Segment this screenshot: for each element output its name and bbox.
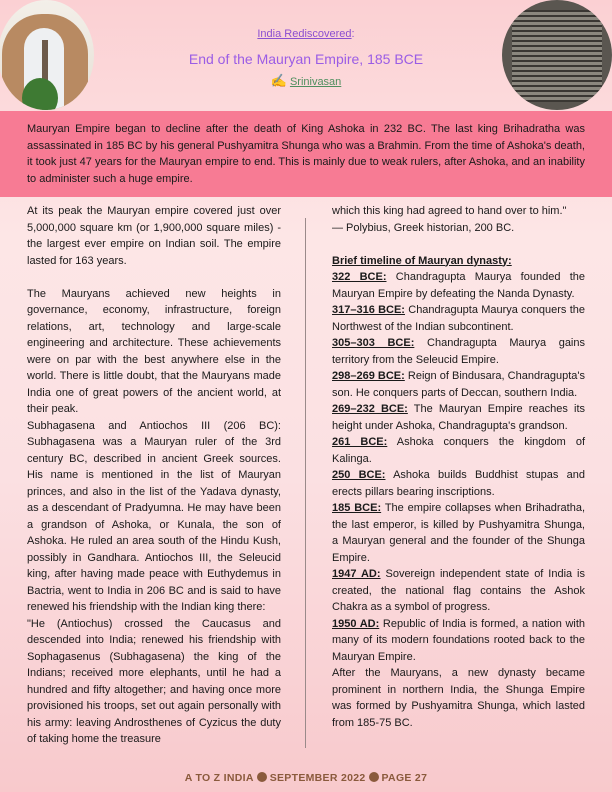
intro-banner: Mauryan Empire began to decline after the death of King Ashoka in 232 BC. The last king Brihadratha was assassinated in 185 BC by his general Pushyamitra Shunga who was a Brahmin. From the time of Ashoka's death, it took just 47 years for the Mauryan empire to end. This is mainly due to weak rulers, after Ashoka, and an inability to administer such a huge empire. <box>0 111 612 197</box>
paragraph: Subhagasena and Antiochos III (206 BC): Subhagasena was a Mauryan ruler of the 3rd century BC, described in ancient Greek sources. His name is mentioned in the list of Mauryan princes, and also in the list of the Yadava dynasty, as a descendant of Pradyumna. He may have been a grandson of Ashoka, or Kunala, the son of Ashoka. He ruled an area south of the Hindu Kush, possibly in Gandhara. Antiochos III, the Seleucid king, after having made peace with Euthydemus in Bactria, went to India in 206 BC and is said to have renewed his friendship with the Indian king there: <box>27 419 281 613</box>
article-title: End of the Mauryan Empire, 185 BCE <box>188 51 424 67</box>
timeline-text: Chandragupta Maurya gains territory from the Seleucid Empire. <box>332 337 585 366</box>
column-divider <box>305 218 306 748</box>
timeline-date: 261 BCE: <box>332 436 388 448</box>
inscription-stone-photo <box>502 0 612 110</box>
tree <box>22 78 58 110</box>
timeline-date: 298–269 BCE: <box>332 370 405 382</box>
timeline-date: 317–316 BCE: <box>332 304 405 316</box>
paragraph: The Mauryans achieved new heights in governance, economy, infrastructure, foreign relations, art, technology and large-scale engineering and architecture. These achievements were on par with the best anywhere else in the world. There is little doubt, that the Mauryans made India one of great powers of the ancient world, at their peak. <box>27 287 281 415</box>
timeline-text: Chandragupta Maurya founded the Mauryan Empire by defeating the Nanda Dynasty. <box>332 271 585 300</box>
byline <box>120 73 492 89</box>
paragraph: At its peak the Mauryan empire covered just over 5,000,000 square km (or 1,900,000 square miles) - the largest ever empire on Indian soil. The empire lasted for 163 years. <box>27 205 281 267</box>
timeline-entry <box>332 467 585 500</box>
timeline-text: Sovereign independent state of India is created, the national flag contains the Ashok Chakra as a symbol of progress. <box>332 568 586 613</box>
series-colon: : <box>351 28 355 40</box>
quote-attribution: — Polybius, Greek historian, 200 BC. <box>332 221 515 234</box>
page-number: PAGE 27 <box>381 772 428 784</box>
timeline-date: 269–232 BCE: <box>332 403 408 415</box>
bullet-dot-icon <box>369 772 379 782</box>
timeline-text: The empire collapses when Brihadratha, the last emperor, is killed by Pushyamitra Shunga, a Mauryan general and the founder of the Shunga Empire. <box>332 502 585 564</box>
quote-end: which this king had agreed to hand over to him." <box>332 205 567 217</box>
timeline-date: 185 BCE: <box>332 502 382 514</box>
timeline-date: 1950 AD: <box>332 617 380 630</box>
timeline-date: 1947 AD: <box>332 568 381 580</box>
timeline-entry <box>332 566 585 616</box>
timeline-entry <box>332 302 585 335</box>
timeline-entry <box>332 434 585 467</box>
timeline-entry <box>332 401 585 434</box>
closing-paragraph: After the Mauryans, a new dynasty became prominent in northern India, the Shunga Empire was formed by Pushyamitra Shunga, which lasted from 185-75 BC. <box>332 667 585 729</box>
article-header <box>120 24 492 89</box>
timeline <box>332 269 585 665</box>
timeline-entry <box>332 335 585 368</box>
timeline-date: 250 BCE: <box>332 469 386 481</box>
timeline-heading: Brief timeline of Mauryan dynasty: <box>332 254 512 267</box>
timeline-date: 322 BCE: <box>332 271 387 283</box>
writing-hand-icon: ✍ <box>270 73 287 88</box>
timeline-text: Reign of Bindusara, Chandragupta's son. He conquers parts of Deccan, southern India. <box>332 370 585 399</box>
timeline-text: Ashoka builds Buddhist stupas and erects pillars bearing inscriptions. <box>332 469 585 498</box>
inscription-stone <box>512 10 602 102</box>
timeline-text: Chandragupta Maurya conquers the Northwest of the Indian subcontinent. <box>332 304 585 333</box>
quote: "He (Antiochus) crossed the Caucasus and descended into India; renewed his friendship with Sophagasenus (Subhagasena) the king of the Indians; received more elephants, until he had a hundred and fifty altogether; and having once more provisioned his troops, set out again personally with his army: leaving Androsthenes of Cyzicus the duty of taking home the treasure <box>27 617 281 745</box>
timeline-entry <box>332 368 585 401</box>
page-footer <box>0 772 612 784</box>
timeline-entry <box>332 500 585 566</box>
timeline-text: Republic of India is formed, a nation with many of its modern foundations rooted back to the Mauryan Empire. <box>332 617 586 663</box>
left-column <box>27 203 281 748</box>
timeline-date: 305–303 BCE: <box>332 337 415 349</box>
iron-pillar-photo <box>0 0 94 110</box>
issue-date: SEPTEMBER 2022 <box>269 772 366 784</box>
timeline-entry <box>332 269 585 302</box>
timeline-text: Ashoka conquers the kingdom of Kalinga. <box>332 436 586 465</box>
author-link[interactable]: Srinivasan <box>289 76 342 88</box>
bullet-dot-icon <box>257 772 267 782</box>
timeline-text: The Mauryan Empire reaches its height under Ashoka, Chandragupta's grandson. <box>332 403 586 432</box>
magazine-name: A TO Z INDIA <box>184 772 254 784</box>
timeline-entry <box>332 616 585 666</box>
series-link[interactable]: India Rediscovered <box>257 28 352 40</box>
right-column <box>332 203 585 731</box>
